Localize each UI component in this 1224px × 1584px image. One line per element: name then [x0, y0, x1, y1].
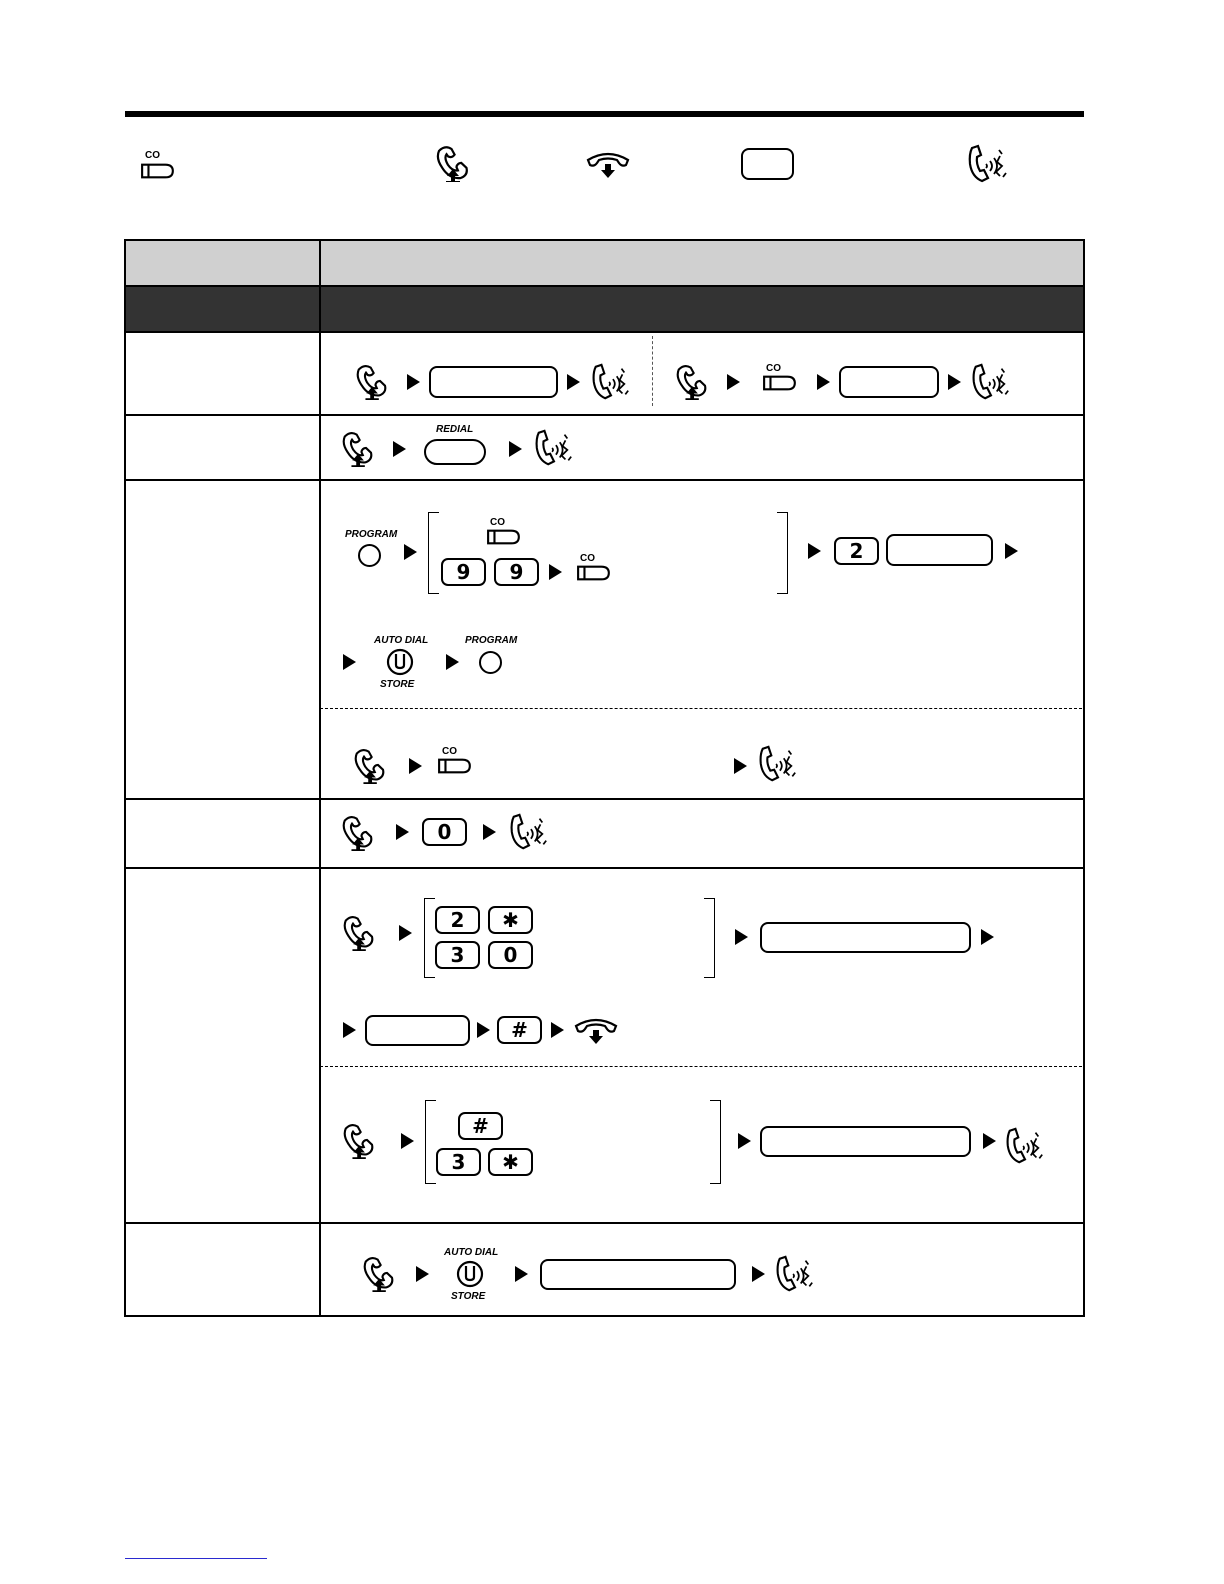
arrow-icon — [446, 654, 459, 670]
key-3[interactable]: 3 — [435, 941, 480, 969]
off-hook-icon — [434, 146, 478, 182]
bracket — [424, 898, 435, 978]
store-label: STORE — [451, 1291, 486, 1302]
key-2[interactable]: 2 — [834, 537, 879, 565]
header-operation — [320, 240, 1084, 286]
arrow-icon — [983, 1133, 996, 1149]
number-field — [839, 366, 939, 398]
header-feature — [125, 240, 320, 286]
number-field — [886, 534, 993, 566]
arrow-icon — [393, 441, 406, 457]
talk-icon — [1004, 1126, 1046, 1166]
off-hook-icon — [341, 915, 383, 951]
arrow-icon — [409, 758, 422, 774]
arrow-icon — [404, 544, 417, 560]
co-button-icon — [576, 562, 612, 584]
arrow-icon — [817, 374, 830, 390]
co-label: CO — [766, 363, 781, 374]
co-label: CO — [490, 517, 505, 528]
auto-dial-button[interactable] — [455, 1259, 485, 1289]
co-button-icon — [486, 526, 522, 548]
arrow-icon — [343, 1022, 356, 1038]
arrow-icon — [1005, 543, 1018, 559]
key-hash[interactable]: # — [458, 1112, 503, 1140]
footnote-rule — [125, 1558, 267, 1559]
redial-label: REDIAL — [436, 424, 474, 435]
key-9[interactable]: 9 — [441, 558, 486, 586]
key-hash[interactable]: # — [497, 1016, 542, 1044]
off-hook-icon — [340, 815, 382, 851]
legend-key-icon — [741, 148, 794, 180]
bracket — [425, 1100, 436, 1184]
row-label — [125, 1223, 320, 1316]
auto-dial-button[interactable] — [385, 647, 415, 677]
talk-icon — [966, 144, 1010, 184]
key-3[interactable]: 3 — [436, 1148, 481, 1176]
arrow-icon — [396, 824, 409, 840]
arrow-icon — [735, 929, 748, 945]
arrow-icon — [738, 1133, 751, 1149]
number-field — [365, 1015, 470, 1046]
arrow-icon — [483, 824, 496, 840]
row-label — [125, 415, 320, 480]
talk-icon — [757, 744, 799, 784]
talk-icon — [533, 428, 575, 468]
store-label: STORE — [380, 679, 415, 690]
bracket — [710, 1100, 721, 1184]
on-hook-icon — [573, 1016, 619, 1046]
arrow-icon — [407, 374, 420, 390]
key-0[interactable]: 0 — [422, 818, 467, 846]
key-2[interactable]: 2 — [435, 906, 480, 934]
auto-dial-label: AUTO DIAL — [374, 635, 429, 646]
key-0[interactable]: 0 — [488, 941, 533, 969]
arrow-icon — [509, 441, 522, 457]
off-hook-icon — [674, 364, 716, 400]
table-row — [125, 415, 1084, 480]
arrow-icon — [551, 1022, 564, 1038]
arrow-icon — [399, 925, 412, 941]
key-9[interactable]: 9 — [494, 558, 539, 586]
number-field — [540, 1259, 736, 1290]
row-label — [125, 868, 320, 1223]
arrow-icon — [477, 1022, 490, 1038]
number-field — [429, 366, 558, 398]
co-button-icon — [437, 755, 473, 777]
off-hook-icon — [340, 431, 382, 467]
off-hook-icon — [354, 364, 396, 400]
table-header — [125, 240, 1084, 286]
arrow-icon — [808, 543, 821, 559]
arrow-icon — [401, 1133, 414, 1149]
talk-icon — [970, 362, 1012, 402]
bracket — [704, 898, 715, 978]
co-button-icon — [762, 372, 798, 394]
program-label: PROGRAM — [465, 635, 518, 646]
talk-icon — [774, 1254, 816, 1294]
co-label: CO — [580, 553, 595, 564]
key-star[interactable]: ✱ — [488, 1148, 533, 1176]
bracket — [428, 512, 439, 594]
arrow-icon — [752, 1266, 765, 1282]
top-rule — [125, 111, 1084, 117]
program-label: PROGRAM — [345, 529, 398, 540]
arrow-icon — [416, 1266, 429, 1282]
auto-dial-label: AUTO DIAL — [444, 1247, 499, 1258]
arrow-icon — [567, 374, 580, 390]
row-label — [125, 799, 320, 868]
off-hook-icon — [341, 1123, 383, 1159]
arrow-icon — [549, 564, 562, 580]
arrow-icon — [981, 929, 994, 945]
co-label: CO — [442, 746, 457, 757]
co-label: CO — [145, 150, 160, 161]
bracket — [777, 512, 788, 594]
talk-icon — [590, 362, 632, 402]
key-star[interactable]: ✱ — [488, 906, 533, 934]
arrow-icon — [727, 374, 740, 390]
arrow-icon — [515, 1266, 528, 1282]
arrow-icon — [734, 758, 747, 774]
divider — [320, 1066, 1082, 1067]
program-button[interactable] — [479, 651, 502, 674]
off-hook-icon — [361, 1256, 403, 1292]
row-label — [125, 480, 320, 799]
on-hook-icon — [585, 150, 631, 180]
section-col1 — [125, 286, 320, 332]
section-col2 — [320, 286, 1084, 332]
arrow-icon — [948, 374, 961, 390]
section-row — [125, 286, 1084, 332]
redial-button[interactable] — [424, 439, 486, 465]
number-field — [760, 922, 971, 953]
table-row — [125, 799, 1084, 868]
talk-icon — [508, 812, 550, 852]
row-label — [125, 332, 320, 415]
number-field — [760, 1126, 971, 1157]
arrow-icon — [343, 654, 356, 670]
program-button[interactable] — [358, 544, 381, 567]
divider — [320, 708, 1082, 709]
table-row — [125, 480, 1084, 799]
divider — [652, 336, 653, 406]
off-hook-icon — [352, 748, 394, 784]
